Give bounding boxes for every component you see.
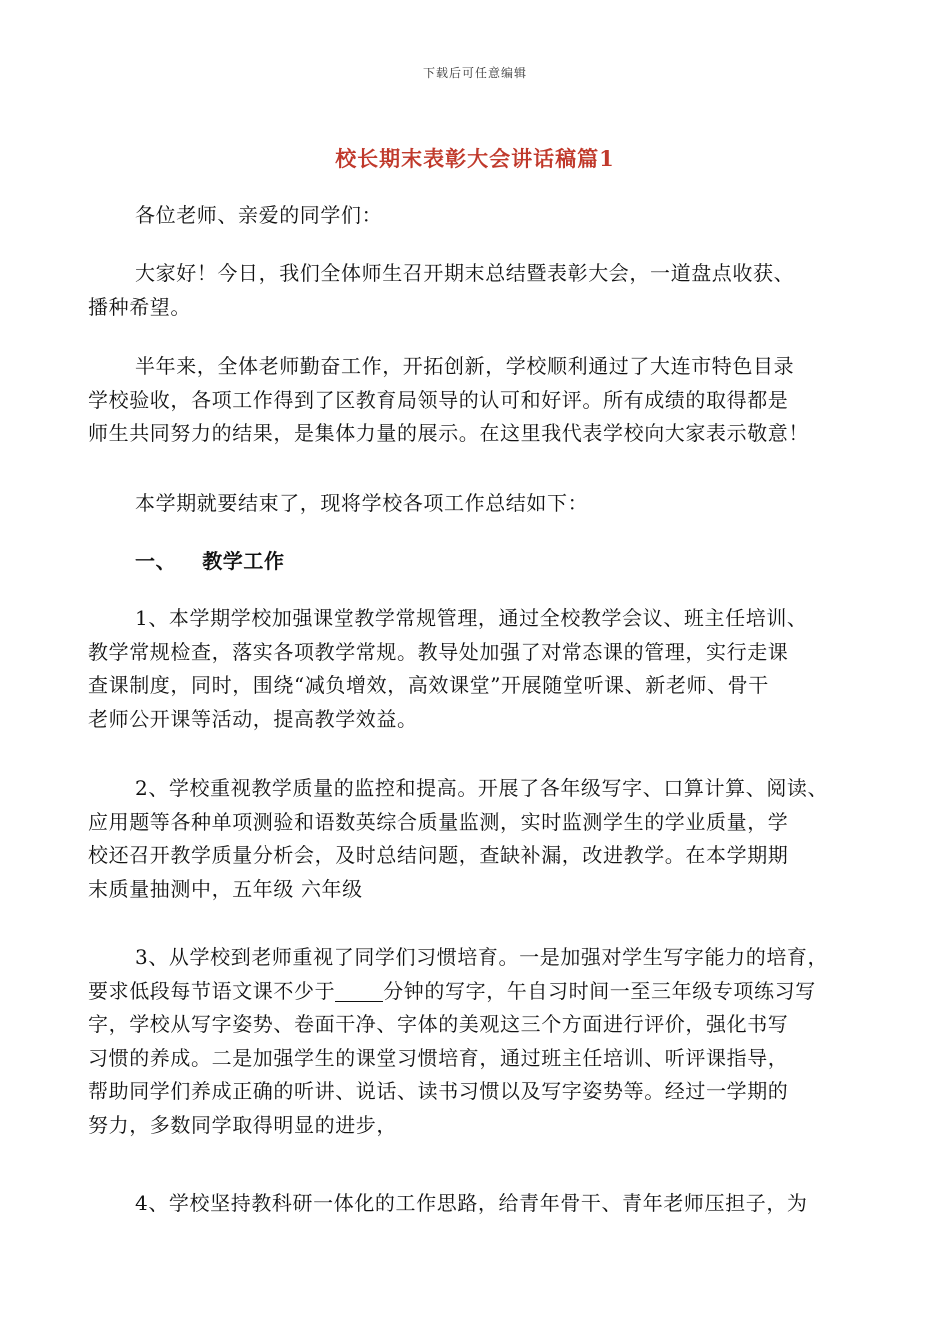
list-item-1: [88, 602, 872, 736]
document-title: 校长期末表彰大会讲话稿篇1: [335, 146, 615, 171]
section-heading-teaching: [88, 545, 872, 579]
header-note: 下载后可任意编辑: [422, 66, 527, 80]
paragraph-line: 末质量抽测中，五年级 六年级: [88, 876, 363, 901]
text-before-blank: 要求低段每节语文课不少于: [88, 978, 336, 1003]
fill-in-blank: [335, 979, 383, 1002]
salutation-paragraph: [88, 199, 872, 233]
paragraph-line: 2、学校重视教学质量的监控和提高。开展了各年级写字、口算计算、阅读、: [135, 776, 829, 800]
paragraph-line: 查课制度，同时，围绕“减负增效，高效课堂”开展随堂听课、新老师、骨干: [88, 673, 769, 697]
paragraph-line: 教学常规检查，落实各项教学常规。教导处加强了对常态课的管理，实行走课: [88, 639, 789, 664]
section-heading: [88, 545, 872, 579]
paragraph-line: [88, 975, 872, 1009]
paragraph-line: 师生共同努力的结果，是集体力量的展示。在这里我代表学校向大家表示敬意！: [88, 421, 809, 445]
paragraph-line: 应用题等各种单项测验和语数英综合质量监测，实时监测学生的学业质量，学: [88, 809, 789, 834]
salutation: 各位老师、亲爱的同学们：: [135, 203, 383, 227]
paragraph-line: 学校验收，各项工作得到了区教育局领导的认可和好评。所有成绩的取得都是: [88, 387, 789, 412]
paragraph-summary-intro: [88, 487, 872, 521]
paragraph-line: 播种希望。: [88, 294, 191, 319]
paragraph-line: 努力，多数同学取得明显的进步，: [88, 1112, 397, 1137]
paragraph-line: 大家好！今日，我们全体师生召开期末总结暨表彰大会，一道盘点收获、: [135, 261, 795, 285]
paragraph-achievements: [88, 350, 872, 451]
section-number: 一、: [135, 549, 177, 573]
paragraph-line: 1、本学期学校加强课堂教学常规管理，通过全校教学会议、班主任培训、: [135, 606, 808, 630]
list-item-4: [88, 1187, 872, 1221]
paragraph-greeting: [88, 257, 872, 324]
section-title: 教学工作: [202, 549, 285, 573]
list-item-2: [88, 772, 872, 906]
text-after-blank: 分钟的写字，午自习时间一至三年级专项练习写: [383, 978, 816, 1003]
list-item-3: [88, 941, 872, 1142]
paragraph-line: 帮助同学们养成正确的听讲、说话、读书习惯以及写字姿势等。经过一学期的: [88, 1079, 789, 1103]
paragraph-line: 本学期就要结束了，现将学校各项工作总结如下：: [135, 491, 589, 515]
paragraph-line: 半年来，全体老师勤奋工作，开拓创新，学校顺利通过了大连市特色目录: [135, 354, 795, 378]
paragraph-line: 3、从学校到老师重视了同学们习惯培育。一是加强对学生写字能力的培育，: [135, 945, 829, 969]
paragraph-line: 校还召开教学质量分析会，及时总结问题，查缺补漏，改进教学。在本学期期: [88, 843, 789, 867]
paragraph-line: 老师公开课等活动，提高教学效益。: [88, 706, 418, 731]
paragraph-line: 字，学校从写字姿势、卷面干净、字体的美观这三个方面进行评价，强化书写: [88, 1012, 789, 1036]
paragraph-line: 4、学校坚持教科研一体化的工作思路，给青年骨干、青年老师压担子，为: [135, 1191, 808, 1215]
paragraph-line: 习惯的养成。二是加强学生的课堂习惯培育，通过班主任培训、听评课指导，: [88, 1045, 789, 1070]
